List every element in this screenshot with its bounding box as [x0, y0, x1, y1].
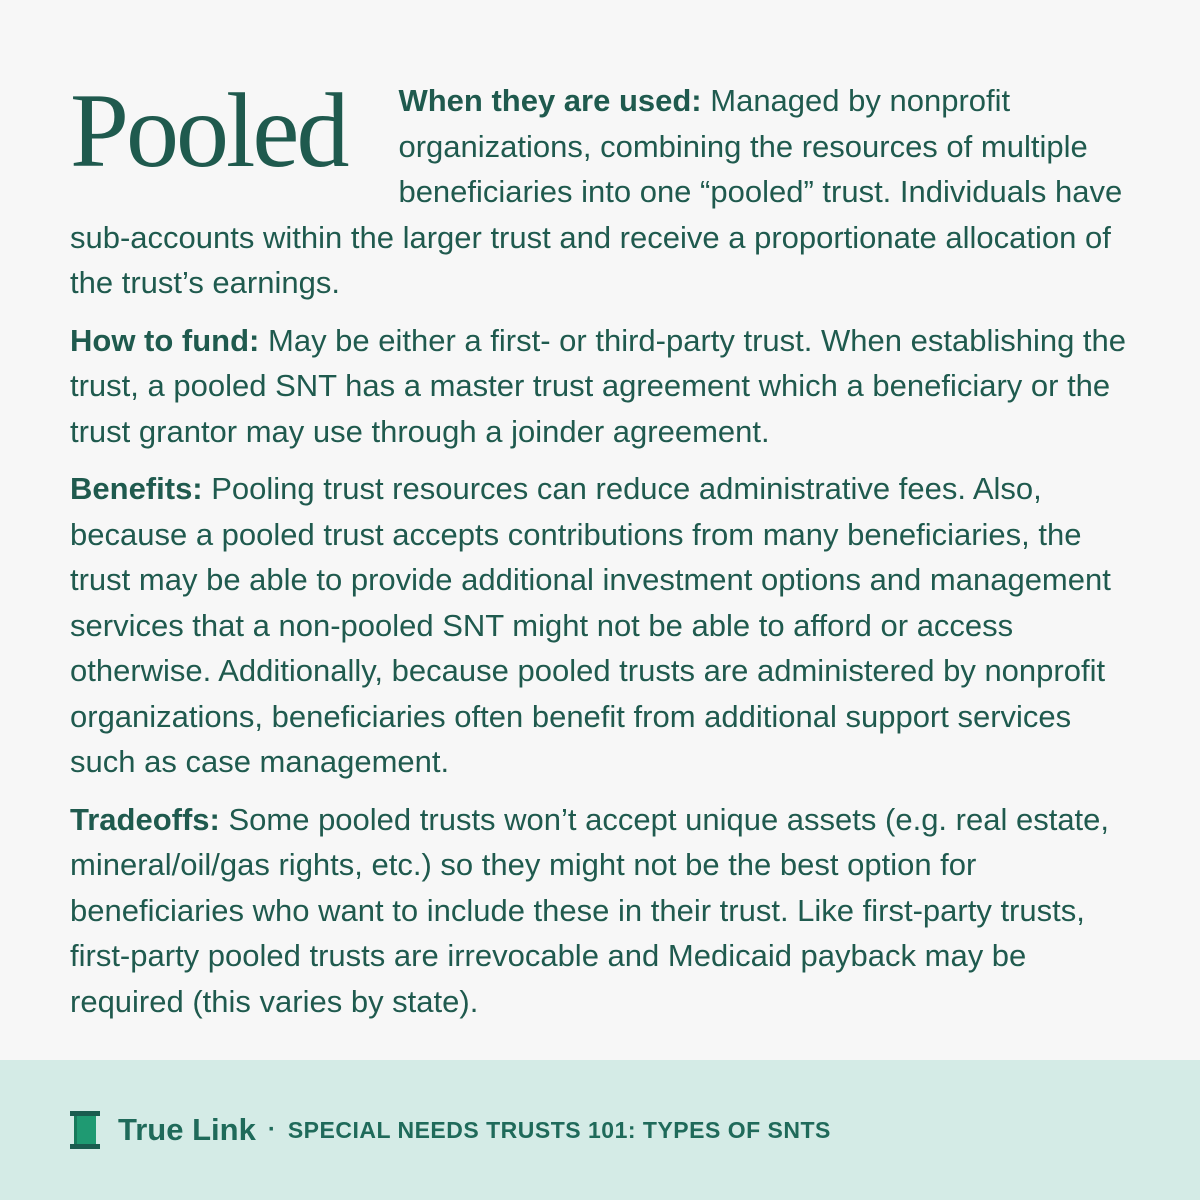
brand-lockup	[70, 1110, 831, 1150]
section-text: Pooling trust resources can reduce administrative fees. Also, because a pooled trust accepts contributions from many beneficiaries, the trust may be able to provide additional investment options and management services that a non-pooled SNT might not be able to afford or access otherwise. Additionally, because pooled trusts are administered by nonprofit organizations, beneficiaries often benefit from additional support services such as case management.	[70, 471, 1111, 779]
page-title: Pooled	[70, 72, 347, 189]
spool-icon	[70, 1111, 100, 1149]
section-label: Tradeoffs:	[70, 801, 220, 837]
section-label: When they are used:	[398, 83, 702, 118]
section-text: Managed by nonprofit organizations, combining the resources of multiple beneficiaries into one “pooled” trust. Individuals have sub-accounts within the larger trust and receive a proportionate allocation of the trust’s earnings.	[70, 83, 1123, 300]
separator-dot: ·	[267, 1116, 276, 1143]
brand-name: True Link	[118, 1112, 256, 1147]
section-tradeoffs	[70, 797, 1140, 1025]
series-tagline: SPECIAL NEEDS TRUSTS 101: TYPES OF SNTS	[287, 1116, 831, 1143]
section-label: How to fund:	[70, 322, 260, 358]
section-benefits	[70, 466, 1140, 785]
section-text: May be either a first- or third-party trust. When establishing the trust, a pooled SNT has a master trust agreement which a beneficiary or the trust grantor may use through a joinder agreement.	[70, 322, 1127, 449]
section-label: Benefits:	[70, 471, 203, 506]
section-text: Some pooled trusts won’t accept unique assets (e.g. real estate, mineral/oil/gas rights, etc.) so they might not be the best option for beneficiaries who want to include these in their trust. Like first-party trusts, first-party pooled trusts are irrevocable and Medicaid payback may be required (this varies by state).	[70, 801, 1110, 1019]
content-area	[70, 72, 1140, 1036]
section-how-to-fund	[70, 318, 1140, 455]
footer-bar	[0, 1060, 1200, 1200]
